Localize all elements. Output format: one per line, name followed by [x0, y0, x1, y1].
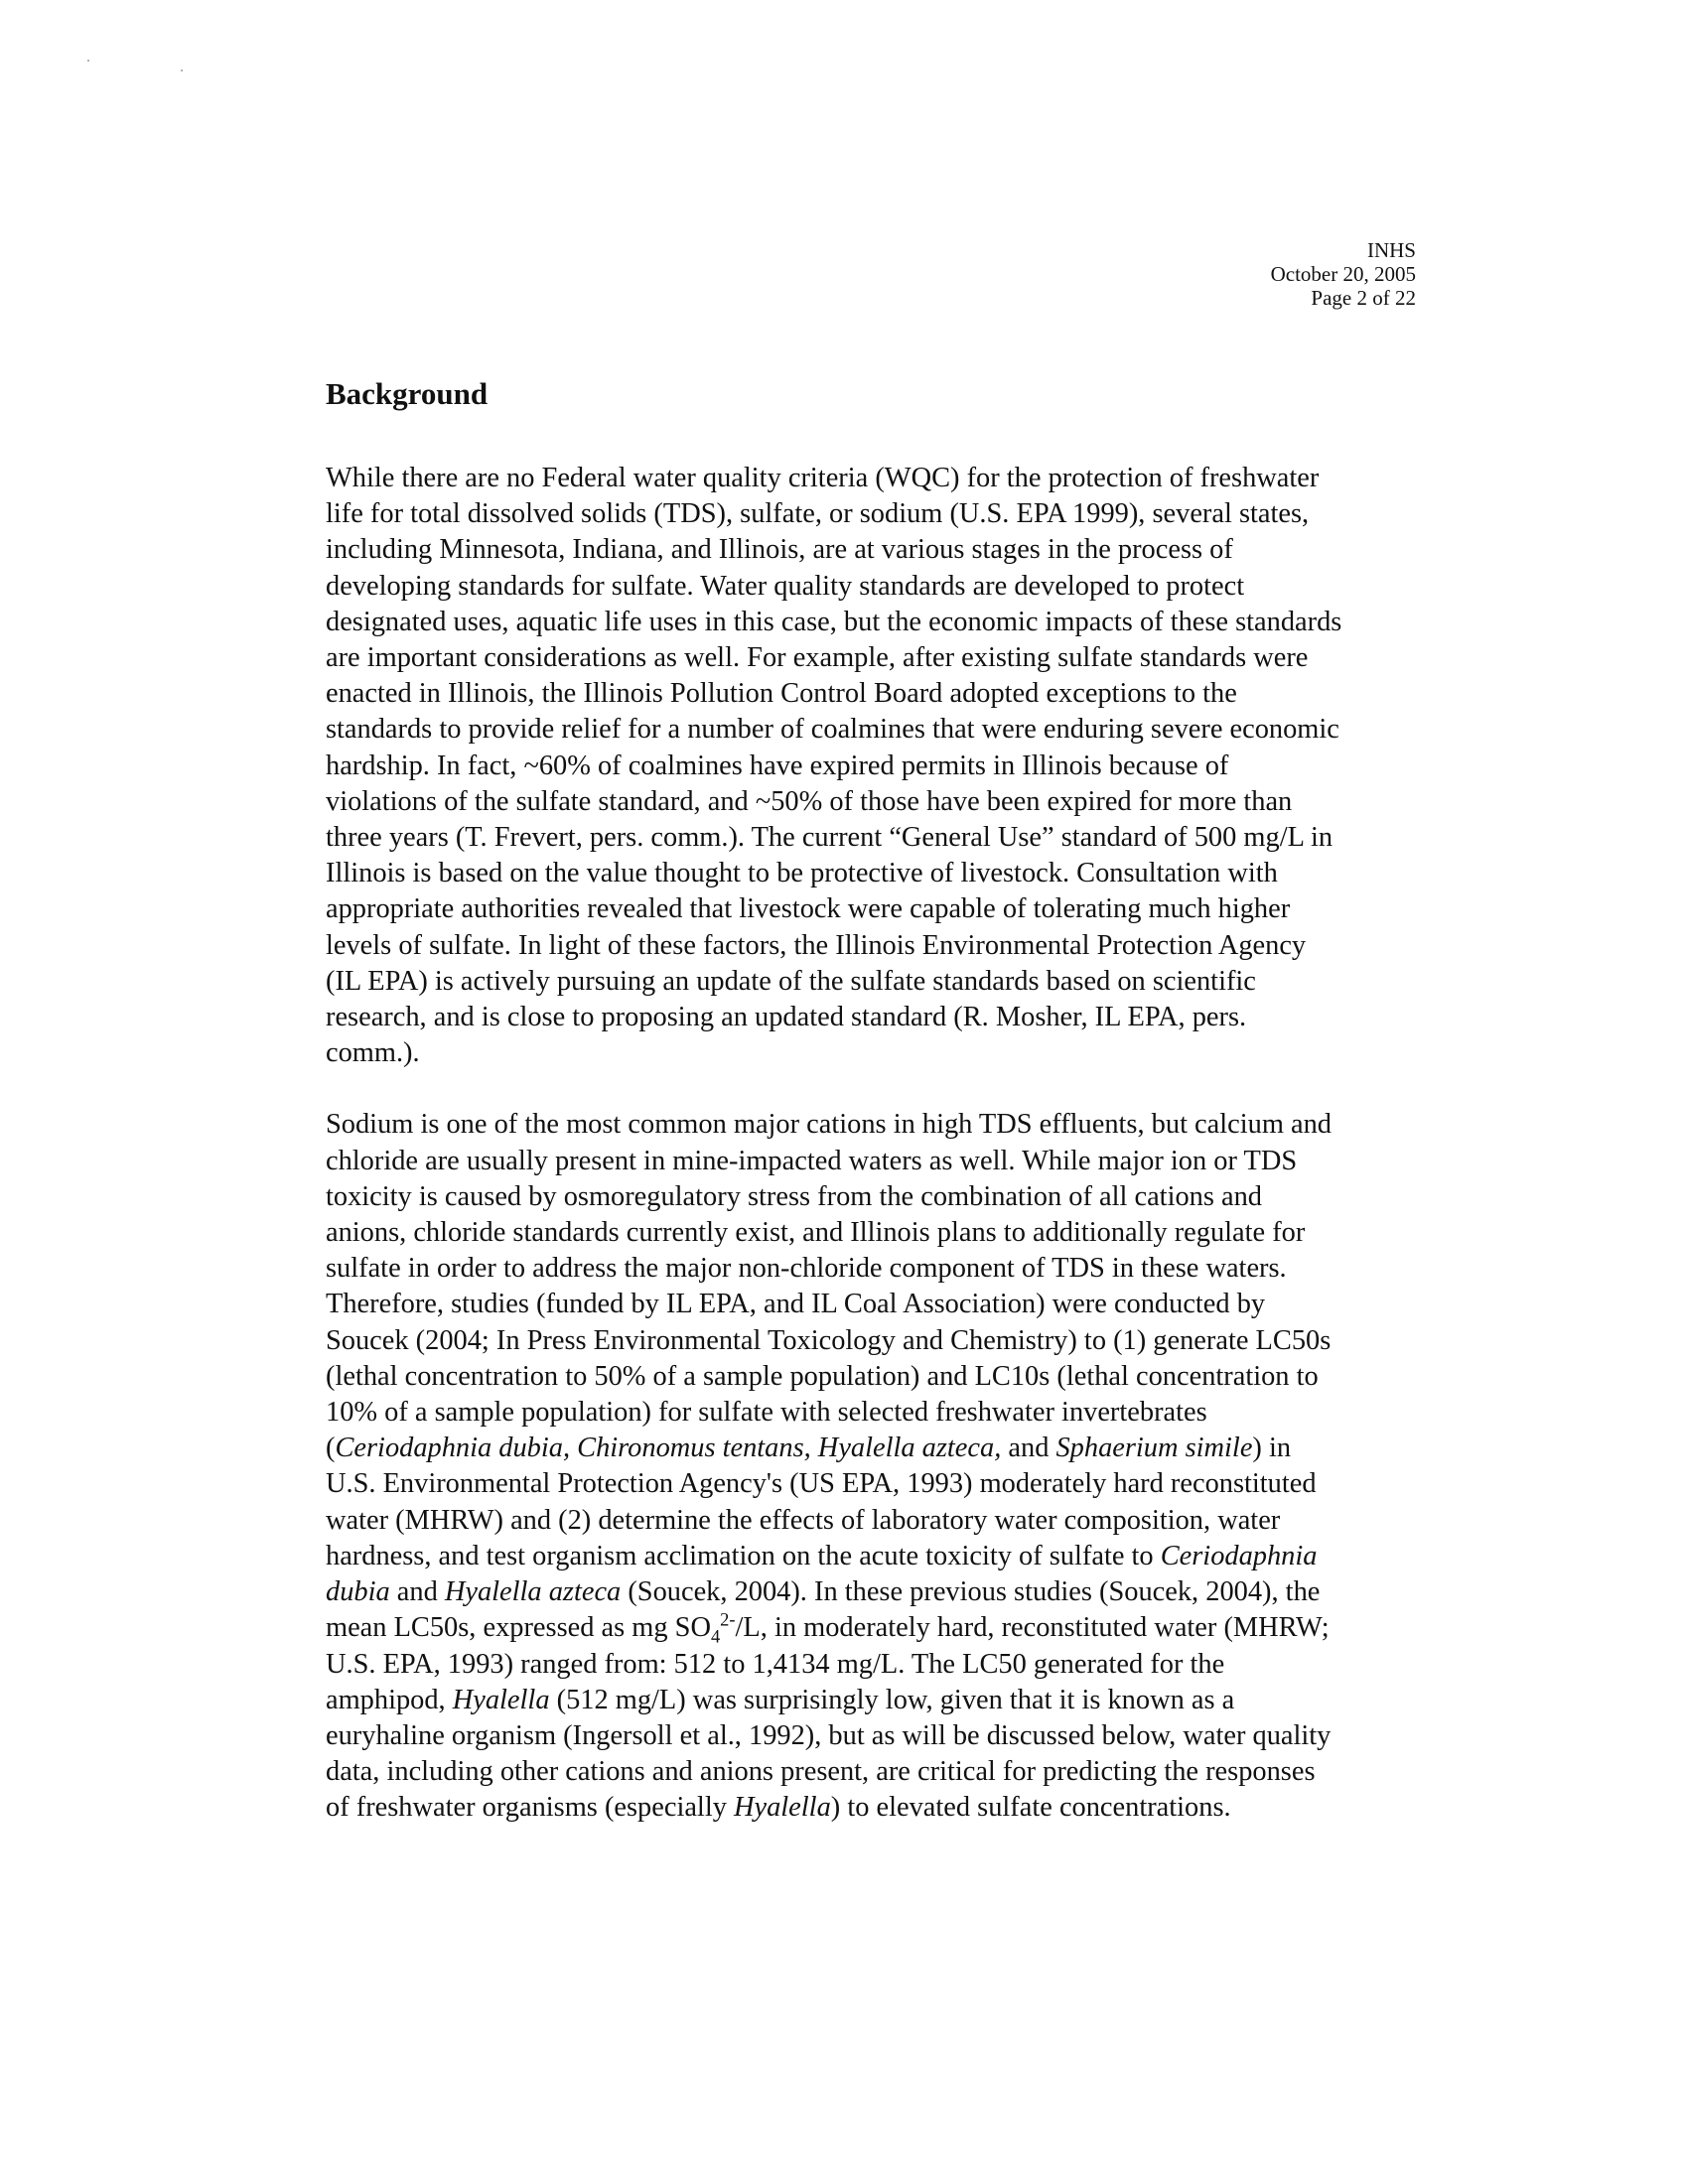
- text-line: chloride are usually present in mine-impacted waters as well. While major ion or TDS: [326, 1145, 1298, 1176]
- text-segment: and: [389, 1576, 445, 1608]
- text-line: [326, 1574, 1428, 1610]
- text-line: [326, 1610, 1428, 1646]
- text-segment: and: [1001, 1433, 1056, 1464]
- text-line: research, and is close to proposing an updated standard (R. Mosher, IL EPA, pers.: [326, 1002, 1247, 1033]
- text-line: [326, 1539, 1428, 1574]
- text-line: [326, 1790, 1428, 1826]
- page-header: [1271, 238, 1416, 310]
- text-line: (lethal concentration to 50% of a sample population) and LC10s (lethal concentration to: [326, 1360, 1319, 1392]
- text-line: anions, chloride standards currently exist, and Illinois plans to additionally regulate for: [326, 1217, 1306, 1249]
- text-line: water (MHRW) and (2) determine the effects of laboratory water composition, water: [326, 1504, 1281, 1536]
- text-line: toxicity is caused by osmoregulatory stress from the combination of all cations and: [326, 1180, 1262, 1212]
- text-line: three years (T. Frevert, pers. comm.). The current “General Use” standard of 500 mg/L in: [326, 822, 1333, 854]
- text-segment: hardness, and test organism acclimation on the acute toxicity of sulfate to: [326, 1540, 1161, 1571]
- paragraph-2: [326, 1107, 1428, 1826]
- text-segment: (: [326, 1433, 336, 1464]
- header-page-number: Page 2 of 22: [1311, 286, 1416, 310]
- text-segment: (Soucek, 2004). In these previous studies (Soucek, 2004), the: [621, 1576, 1321, 1608]
- species-name: Sphaerium simile: [1055, 1433, 1253, 1464]
- text-line: euryhaline organism (Ingersoll et al., 1992), but as will be discussed below, water quality: [326, 1719, 1332, 1751]
- text-line: sulfate in order to address the major non-chloride component of TDS in these waters.: [326, 1253, 1287, 1285]
- header-date: October 20, 2005: [1270, 262, 1416, 286]
- text-line: While there are no Federal water quality criteria (WQC) for the protection of freshwater: [326, 463, 1320, 493]
- text-segment: of freshwater organisms (especially: [326, 1792, 734, 1824]
- text-line: hardship. In fact, ~60% of coalmines have expired permits in Illinois because of: [326, 750, 1229, 781]
- text-line: designated uses, aquatic life uses in this case, but the economic impacts of these standards: [326, 606, 1342, 637]
- text-line: enacted in Illinois, the Illinois Pollution Control Board adopted exceptions to the: [326, 678, 1237, 710]
- text-line: levels of sulfate. In light of these factors, the Illinois Environmental Protection Agency: [326, 929, 1307, 961]
- document-body: [326, 375, 1428, 1862]
- text-line: Sodium is one of the most common major cations in high TDS effluents, but calcium and: [326, 1109, 1332, 1141]
- species-name: Hyalella: [452, 1684, 550, 1715]
- text-line: standards to provide relief for a number of coalmines that were enduring severe economic: [326, 714, 1339, 746]
- text-line: violations of the sulfate standard, and ~50% of those have been expired for more than: [326, 785, 1293, 817]
- text-segment: (512 mg/L) was surprisingly low, given that it is known as a: [549, 1684, 1235, 1715]
- text-line: Therefore, studies (funded by IL EPA, and IL Coal Association) were conducted by: [326, 1289, 1266, 1320]
- text-line: (IL EPA) is actively pursuing an update of the sulfate standards based on scientific: [326, 965, 1256, 997]
- species-name: Hyalella: [734, 1792, 831, 1824]
- scan-speck: [181, 69, 183, 71]
- text-line: [326, 1683, 1428, 1718]
- text-line: life for total dissolved solids (TDS), sulfate, or sodium (U.S. EPA 1999), several states,: [326, 498, 1310, 530]
- text-line: data, including other cations and anions present, are critical for predicting the responses: [326, 1756, 1316, 1788]
- text-line: Illinois is based on the value thought to be protective of livestock. Consultation with: [326, 858, 1278, 889]
- species-name: Ceriodaphnia dubia, Chironomus tentans, Hyalella azteca,: [335, 1433, 1002, 1464]
- text-segment: /L, in moderately hard, reconstituted water (MHRW;: [735, 1612, 1330, 1644]
- text-segment: ) in: [1252, 1433, 1292, 1464]
- text-line: 10% of a sample population) for sulfate with selected freshwater invertebrates: [326, 1397, 1207, 1429]
- text-segment: amphipod,: [326, 1684, 453, 1715]
- text-line: U.S. Environmental Protection Agency's (US EPA, 1993) moderately hard reconstituted: [326, 1468, 1317, 1500]
- species-name: dubia: [326, 1576, 390, 1608]
- species-name: Ceriodaphnia: [1160, 1540, 1318, 1571]
- subscript: 4: [710, 1626, 721, 1647]
- header-org: INHS: [1366, 238, 1416, 262]
- text-line: Soucek (2004; In Press Environmental Toxicology and Chemistry) to (1) generate LC50s: [326, 1324, 1332, 1356]
- text-line: comm.).: [326, 1037, 420, 1069]
- text-line: [326, 1431, 1428, 1466]
- scan-speck: [87, 60, 89, 62]
- text-segment: mean LC50s, expressed as mg SO: [326, 1612, 711, 1644]
- superscript: 2-: [720, 1609, 736, 1630]
- section-title: Background: [326, 376, 489, 411]
- text-line: including Minnesota, Indiana, and Illinois, are at various stages in the process of: [326, 534, 1233, 566]
- text-line: are important considerations as well. For example, after existing sulfate standards were: [326, 642, 1309, 674]
- text-line: developing standards for sulfate. Water quality standards are developed to protect: [326, 570, 1245, 602]
- text-line: U.S. EPA, 1993) ranged from: 512 to 1,4134 mg/L. The LC50 generated for the: [326, 1648, 1225, 1680]
- text-segment: ) to elevated sulfate concentrations.: [830, 1792, 1231, 1824]
- paragraph-1: [326, 461, 1428, 1071]
- species-name: Hyalella azteca: [444, 1576, 622, 1608]
- text-line: appropriate authorities revealed that livestock were capable of tolerating much higher: [326, 893, 1291, 925]
